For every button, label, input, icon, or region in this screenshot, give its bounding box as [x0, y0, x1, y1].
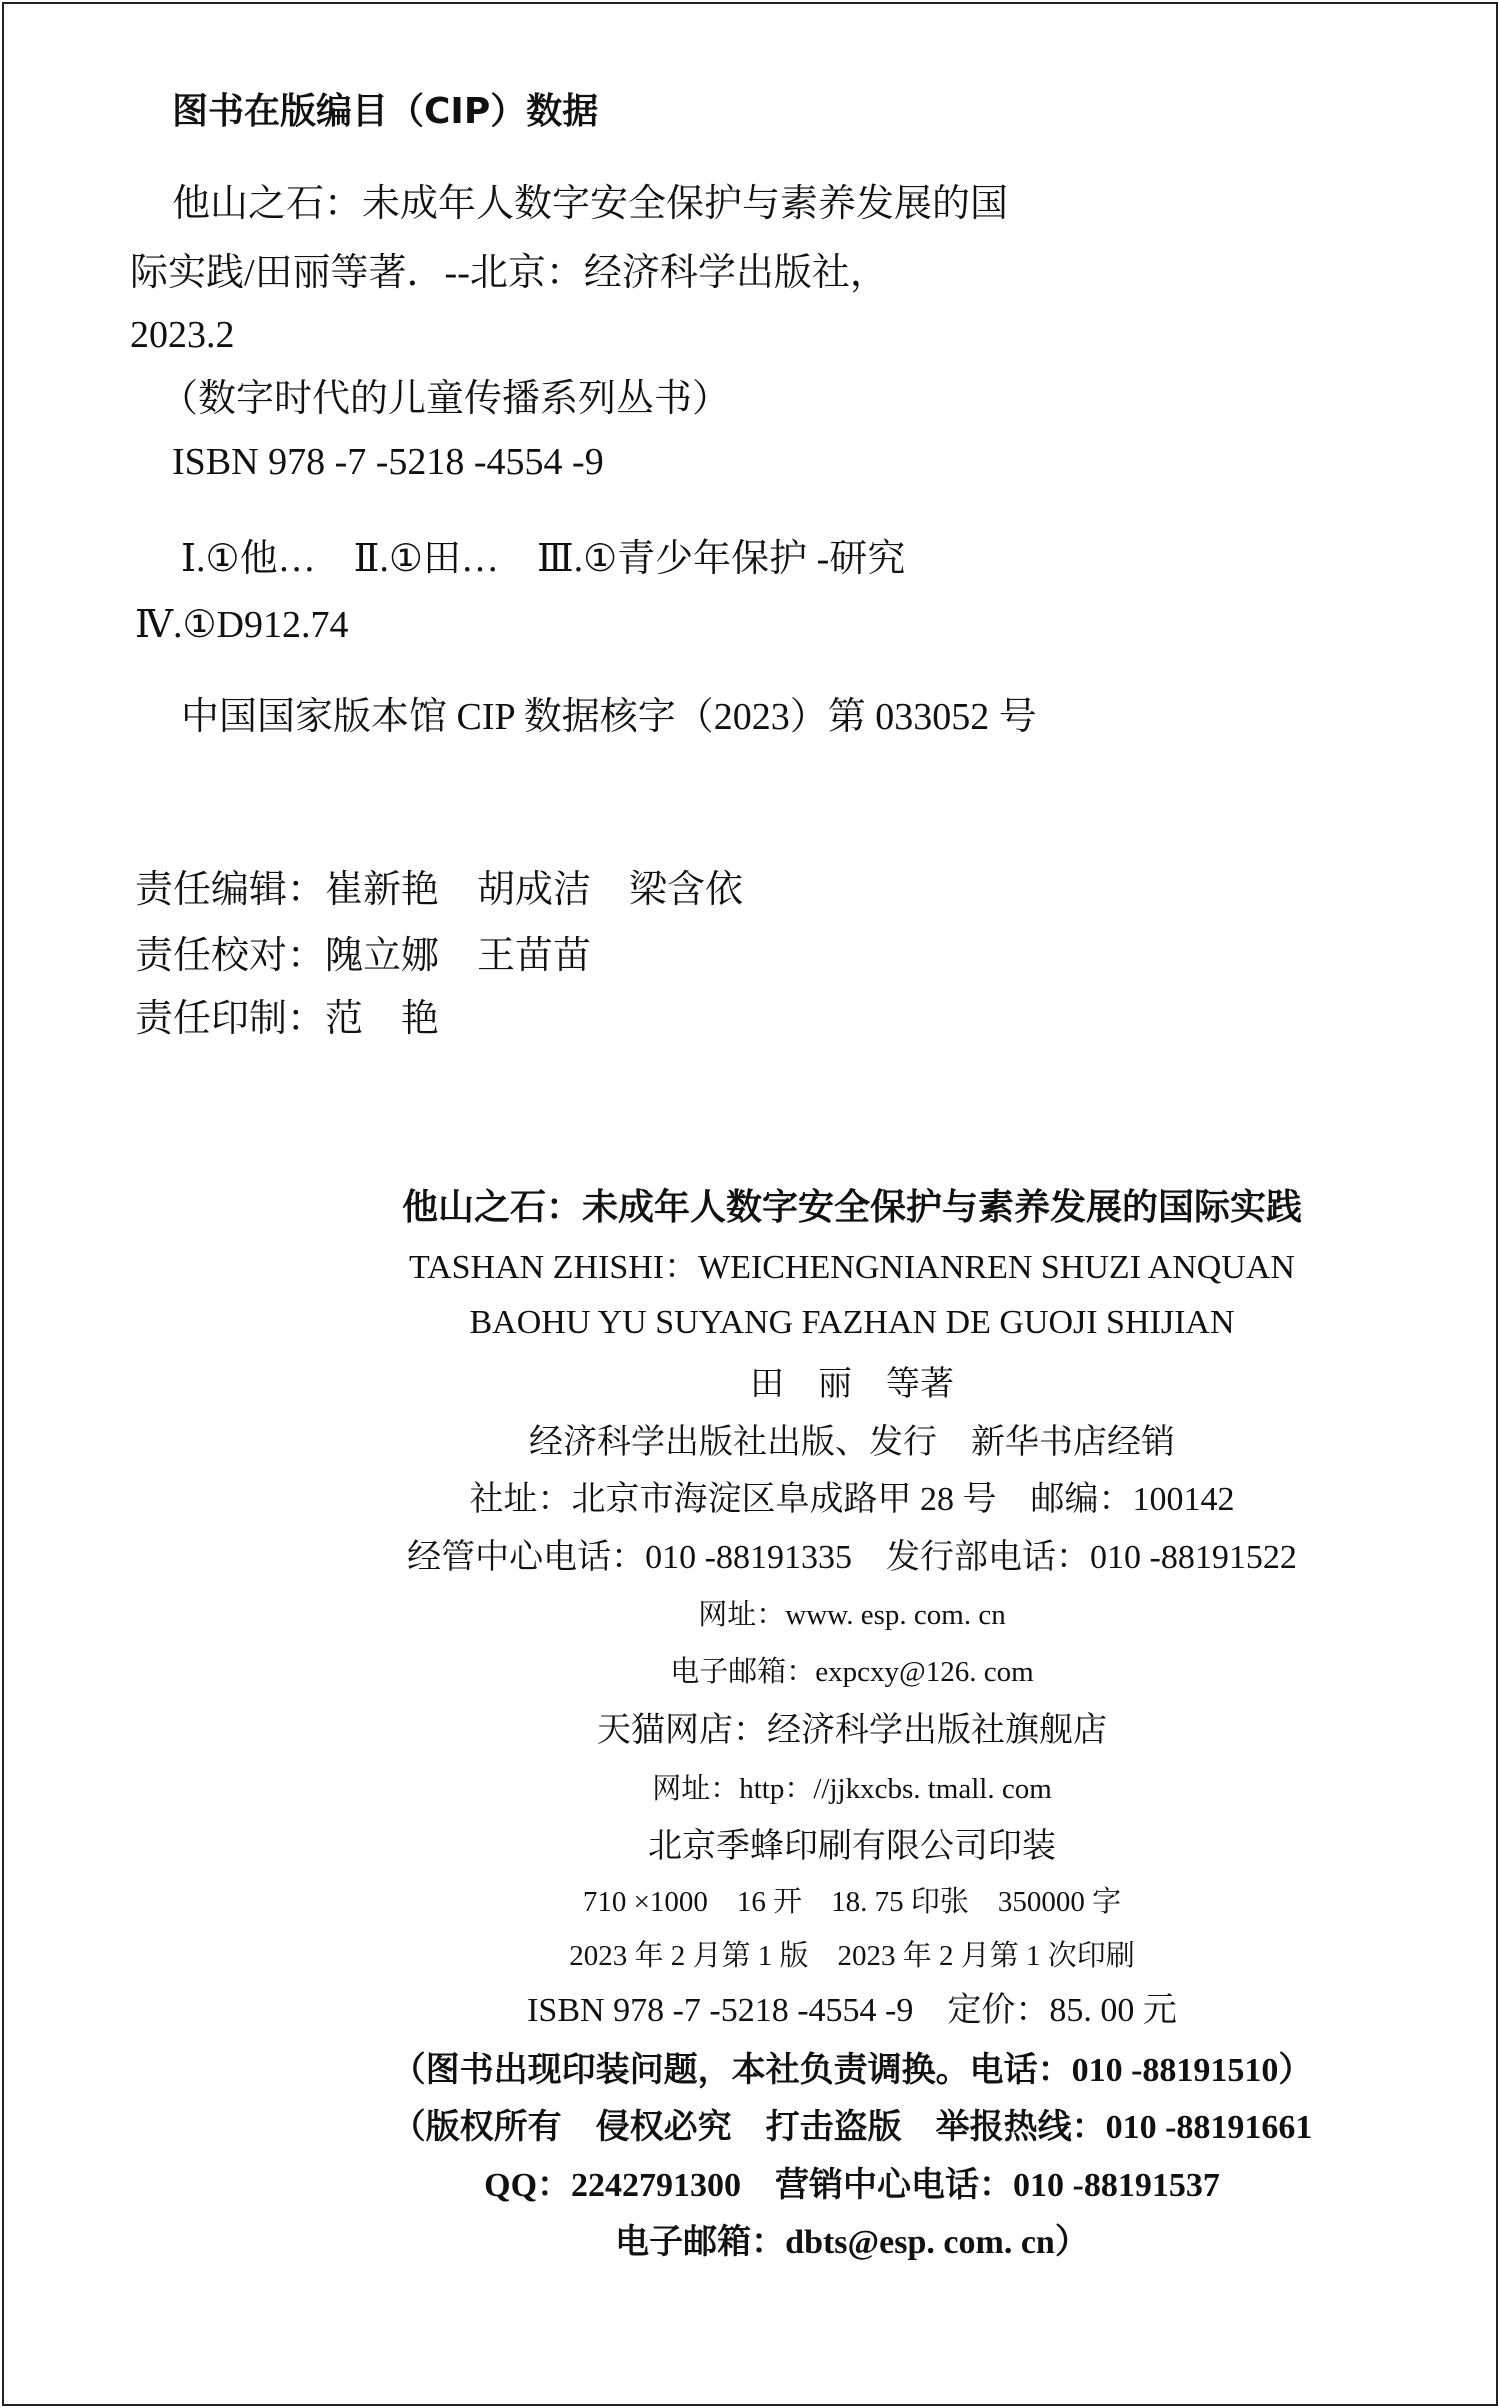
colophon-title: 他山之石：未成年人数字安全保护与素养发展的国际实践	[401, 1187, 1302, 1228]
cip-classification: Ⅰ.①他… Ⅱ.①田… Ⅲ.①青少年保护 -研究	[181, 538, 906, 580]
cip-line: 际实践/田丽等著．--北京：经济科学出版社，	[130, 252, 888, 294]
colophon-pinyin: TASHAN ZHISHI：WEICHENGNIANREN SHUZI ANQUAN	[409, 1249, 1295, 1286]
colophon-author: 田 丽 等著	[750, 1366, 954, 1403]
colophon-tmall: 天猫网店：经济科学出版社旗舰店	[597, 1712, 1107, 1749]
cip-line: 他山之石：未成年人数字安全保护与素养发展的国	[172, 183, 1009, 225]
colophon-notice: 电子邮箱：dbts@esp. com. cn）	[615, 2224, 1089, 2261]
staff-printing: 责任印制：范 艳	[135, 998, 440, 1040]
cip-number: 中国国家版本馆 CIP 数据核字（2023）第 033052 号	[181, 696, 1037, 738]
colophon-email: 电子邮箱：expcxy@126. com	[670, 1656, 1034, 1688]
cip-heading: 图书在版编目（CIP）数据	[172, 91, 599, 132]
colophon-publisher: 经济科学出版社出版、发行 新华书店经销	[529, 1424, 1175, 1461]
colophon-edition: 2023 年 2 月第 1 版 2023 年 2 月第 1 次印刷	[569, 1940, 1135, 1972]
cip-line: （数字时代的儿童传播系列丛书）	[160, 378, 731, 420]
colophon-website: 网址：www. esp. com. cn	[698, 1599, 1006, 1631]
colophon-pinyin: BAOHU YU SUYANG FAZHAN DE GUOJI SHIJIAN	[469, 1304, 1235, 1341]
staff-proofreaders: 责任校对：隗立娜 王苗苗	[135, 935, 592, 977]
cip-isbn: ISBN 978 -7 -5218 -4554 -9	[172, 441, 604, 483]
colophon-tmall-url: 网址：http：//jjkxcbs. tmall. com	[652, 1773, 1052, 1805]
colophon-address: 社址：北京市海淀区阜成路甲 28 号 邮编：100142	[469, 1481, 1235, 1518]
cip-classification: Ⅳ.①D912.74	[135, 604, 349, 646]
colophon-isbn-price: ISBN 978 -7 -5218 -4554 -9 定价：85. 00 元	[527, 1992, 1177, 2029]
colophon-notice: （版权所有 侵权必究 打击盗版 举报热线：010 -88191661	[391, 2109, 1313, 2146]
colophon-notice: （图书出现印装问题，本社负责调换。电话：010 -88191510）	[391, 2052, 1313, 2089]
cip-line: 2023.2	[130, 314, 235, 356]
colophon-phones: 经管中心电话：010 -88191335 发行部电话：010 -88191522	[407, 1539, 1297, 1576]
staff-editors: 责任编辑：崔新艳 胡成洁 梁含依	[135, 869, 744, 911]
colophon-format: 710 ×1000 16 开 18. 75 印张 350000 字	[582, 1886, 1122, 1918]
colophon-notice: QQ：2242791300 营销中心电话：010 -88191537	[484, 2167, 1220, 2204]
colophon-printer: 北京季蜂印刷有限公司印装	[648, 1828, 1056, 1865]
